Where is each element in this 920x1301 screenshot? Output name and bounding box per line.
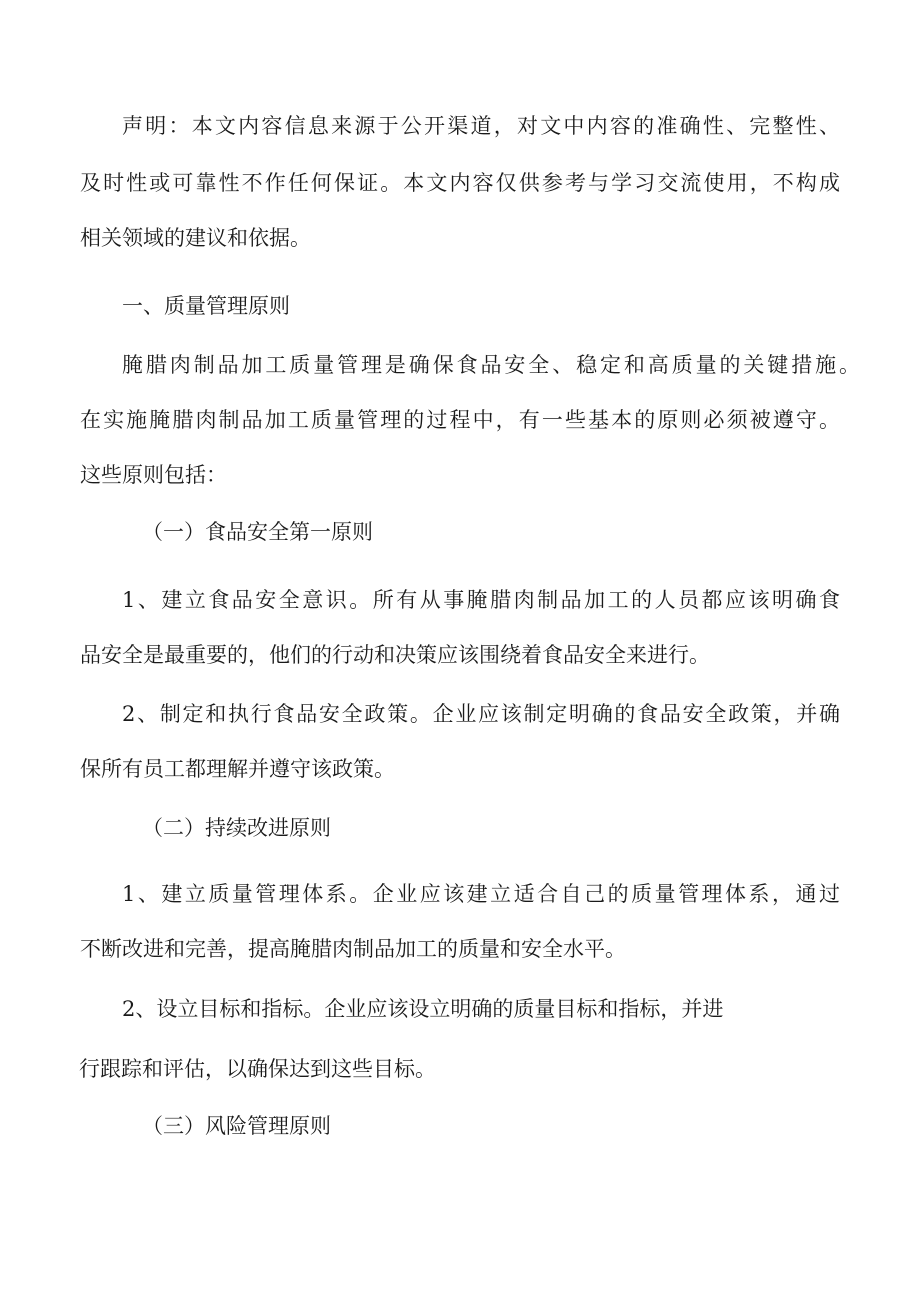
improvement-item-1-line-2: 不断改进和完善，提高腌腊肉制品加工的质量和安全水平。 [80, 937, 626, 961]
food-safety-item-1-line-2: 品安全是最重要的，他们的行动和决策应该围绕着食品安全来进行。 [80, 643, 710, 667]
improvement-item-2-line-2: 行跟踪和评估，以确保达到这些目标。 [79, 1057, 436, 1081]
subheading-food-safety-first: （一）食品安全第一原则 [142, 520, 373, 544]
subheading-continuous-improvement: （二）持续改进原则 [142, 816, 331, 840]
food-safety-item-2-line-1: 2、制定和执行食品安全政策。企业应该制定明确的食品安全政策，并确 [122, 702, 840, 726]
intro-line-3: 这些原则包括： [80, 463, 227, 487]
statement-line-3: 相关领域的建议和依据。 [80, 226, 311, 250]
section-heading-quality-principles: 一、质量管理原则 [122, 294, 290, 318]
food-safety-item-1-line-1: 1、建立食品安全意识。所有从事腌腊肉制品加工的人员都应该明确食 [122, 588, 840, 612]
statement-line-1: 声明：本文内容信息来源于公开渠道，对文中内容的准确性、完整性、 [122, 114, 840, 138]
food-safety-item-2-line-2: 保所有员工都理解并遵守该政策。 [80, 757, 395, 781]
intro-line-2: 在实施腌腊肉制品加工质量管理的过程中，有一些基本的原则必须被遵守。 [80, 408, 840, 432]
intro-line-1: 腌腊肉制品加工质量管理是确保食品安全、稳定和高质量的关键措施。 [122, 353, 860, 377]
improvement-item-1-line-1: 1、建立质量管理体系。企业应该建立适合自己的质量管理体系，通过 [122, 882, 840, 906]
statement-line-2: 及时性或可靠性不作任何保证。本文内容仅供参考与学习交流使用，不构成 [80, 171, 840, 195]
improvement-item-2-line-1: 2、设立目标和指标。企业应该设立明确的质量目标和指标，并进 [122, 997, 724, 1021]
subheading-risk-management: （三）风险管理原则 [142, 1114, 331, 1138]
